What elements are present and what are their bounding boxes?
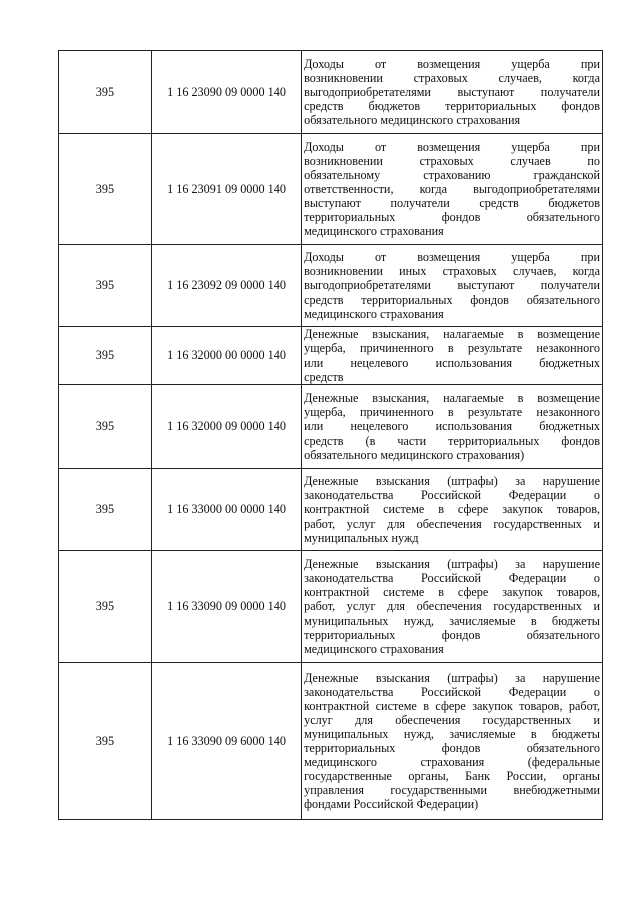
income-description-cell	[302, 551, 603, 663]
admin-code-cell: 395	[59, 245, 152, 327]
table-row	[59, 134, 603, 245]
description-line: государственные органы, Банк России, органы	[304, 769, 600, 784]
description-line: выступают получатели средств бюджетов	[304, 196, 600, 211]
description-line: ущерба, причиненного в результате незаконного	[304, 405, 600, 420]
income-code-cell: 1 16 33090 09 0000 140	[151, 551, 301, 663]
admin-code-cell: 395	[59, 551, 152, 663]
description-line: обязательного медицинского страхования)	[304, 447, 525, 462]
description-line: контрактной системе в сфере закупок товаров, работ,	[304, 698, 600, 713]
description-line: возникновении страховых случаев по	[304, 153, 600, 168]
description-line: Денежные взыскания, налагаемые в возмещение	[304, 391, 600, 406]
admin-code-cell: 395	[59, 134, 152, 245]
description-line: медицинского страхования (федеральные	[304, 755, 600, 770]
income-code-cell: 1 16 32000 09 0000 140	[151, 385, 301, 469]
income-description-cell	[302, 51, 603, 134]
description-line: контрактной системе в сфере закупок товаров,	[304, 585, 600, 600]
income-code-cell: 1 16 33000 00 0000 140	[151, 469, 301, 551]
budget-classification-table	[58, 50, 603, 820]
description-line: контрактной системе в сфере закупок товаров,	[304, 502, 600, 517]
table-body	[59, 51, 603, 820]
income-description-cell	[302, 134, 603, 245]
income-code-cell: 1 16 23091 09 0000 140	[151, 134, 301, 245]
table-row	[59, 663, 603, 820]
table-row	[59, 551, 603, 663]
description-line: территориальных фондов обязательного	[304, 741, 600, 755]
income-description-cell	[302, 469, 603, 551]
description-line: Доходы от возмещения ущерба при	[304, 139, 600, 154]
description-line: Денежные взыскания, налагаемые в возмещение	[304, 327, 600, 342]
income-code-cell: 1 16 32000 00 0000 140	[151, 327, 301, 385]
admin-code-cell: 395	[59, 469, 152, 551]
description-line: ущерба, причиненного в результате незаконного	[304, 341, 600, 356]
description-line: законодательства Российской Федерации о	[304, 488, 600, 503]
description-line: медицинского страхования	[304, 641, 444, 656]
description-line: средств бюджетов территориальных фондов	[304, 99, 600, 114]
description-line: обязательного медицинского страхования	[304, 113, 521, 128]
description-line: работ, услуг для обеспечения государственных и	[304, 599, 600, 614]
description-line: фондами Российской Федерации)	[304, 797, 479, 812]
description-line: муниципальных нужд, зачисляемые в бюджеты	[304, 726, 600, 741]
admin-code-cell: 395	[59, 385, 152, 469]
table-row	[59, 469, 603, 551]
description-line: работ, услуг для обеспечения государственных и	[304, 516, 600, 531]
description-line: возникновении страховых случаев, когда	[304, 70, 600, 85]
description-line: Денежные взыскания (штрафы) за нарушение	[304, 670, 600, 685]
description-line: медицинского страхования	[304, 224, 444, 239]
table-row	[59, 245, 603, 327]
income-description-cell	[302, 385, 603, 469]
description-line: управления государственными внебюджетными	[304, 783, 600, 798]
admin-code-cell: 395	[59, 327, 152, 385]
description-line: муниципальных нужд	[304, 530, 419, 545]
description-line: Денежные взыскания (штрафы) за нарушение	[304, 474, 600, 489]
description-line: средств территориальных фондов обязательного	[304, 292, 600, 307]
description-line: Доходы от возмещения ущерба при	[304, 56, 600, 71]
admin-code-cell: 395	[59, 51, 152, 134]
income-code-cell: 1 16 23092 09 0000 140	[151, 245, 301, 327]
description-line: выгодоприобретателями выступают получатели	[304, 278, 600, 293]
description-line: территориальных фондов обязательного	[304, 627, 600, 642]
table-row	[59, 385, 603, 469]
income-description-cell	[302, 663, 603, 820]
description-line: или нецелевого использования бюджетных	[304, 355, 600, 370]
description-line: возникновении иных страховых случаев, когда	[304, 264, 600, 279]
description-line: средств	[304, 369, 344, 384]
income-code-cell: 1 16 33090 09 6000 140	[151, 663, 301, 820]
description-line: законодательства Российской Федерации о	[304, 571, 600, 586]
table-row	[59, 327, 603, 385]
description-line: Доходы от возмещения ущерба при	[304, 250, 600, 265]
description-line: или нецелевого использования бюджетных	[304, 419, 600, 434]
admin-code-cell: 395	[59, 663, 152, 820]
income-description-cell	[302, 245, 603, 327]
description-line: выгодоприобретателями выступают получатели	[304, 84, 600, 99]
description-line: Денежные взыскания (штрафы) за нарушение	[304, 557, 600, 572]
income-description-cell	[302, 327, 603, 385]
description-line: средств (в части территориальных фондов	[304, 433, 600, 448]
description-line: территориальных фондов обязательного	[304, 210, 600, 225]
description-line: муниципальных нужд, зачисляемые в бюджеты	[304, 613, 600, 628]
description-line: медицинского страхования	[304, 306, 444, 321]
description-line: услуг для обеспечения государственных и	[304, 712, 600, 727]
description-line: обязательному страхованию гражданской	[304, 167, 600, 182]
table-row	[59, 51, 603, 134]
income-code-cell: 1 16 23090 09 0000 140	[151, 51, 301, 134]
description-line: законодательства Российской Федерации о	[304, 684, 600, 699]
description-line: ответственности, когда выгодоприобретателями	[304, 181, 600, 196]
